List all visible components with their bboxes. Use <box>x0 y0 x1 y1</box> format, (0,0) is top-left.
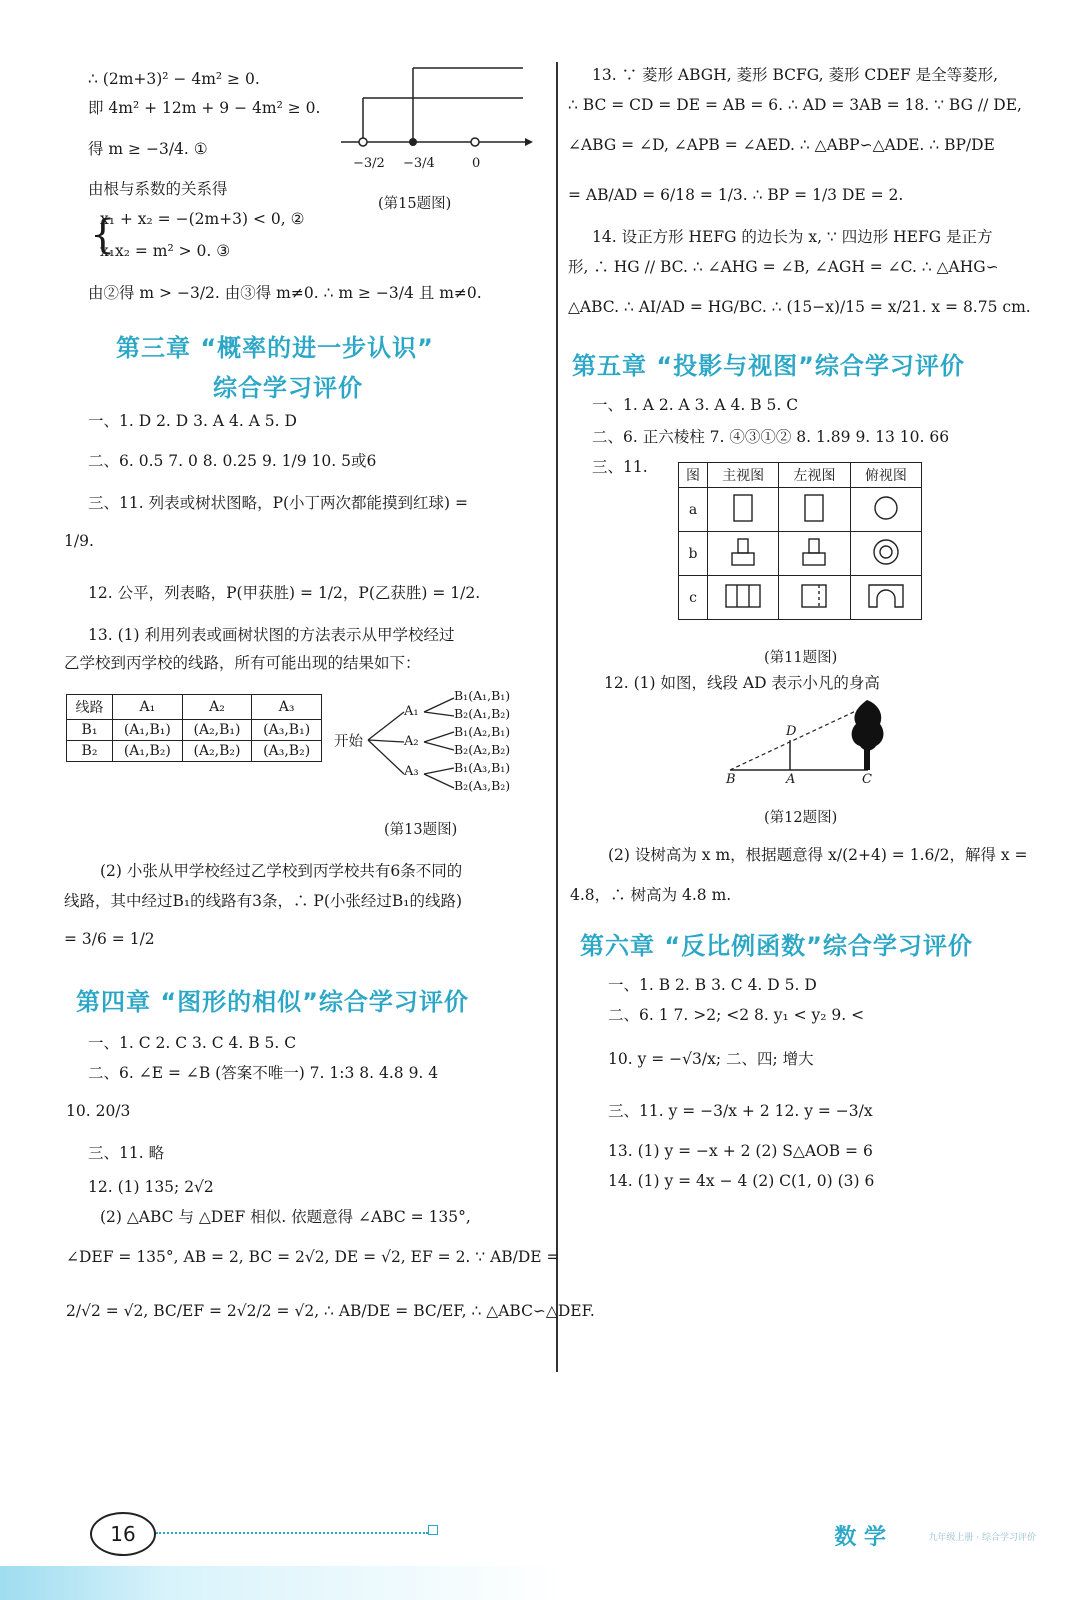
answer-line: 三、11. y = −3/x + 2 12. y = −3/x <box>608 1102 873 1120</box>
table-cell: 主视图 <box>708 463 779 488</box>
top-view-b <box>850 532 921 576</box>
answer-line: 二、6. ∠E = ∠B (答案不唯一) 7. 1:3 8. 4.8 9. 4 <box>88 1064 439 1082</box>
tree-node: A₂ <box>404 734 419 749</box>
tree-leaf: B₂(A₃,B₂) <box>454 778 511 793</box>
table-cell: (A₂,B₁) <box>182 720 252 741</box>
answer-line: 一、1. C 2. C 3. C 4. B 5. C <box>88 1034 297 1052</box>
table-cell: (A₃,B₂) <box>252 741 322 762</box>
text-line: 由根与系数的关系得 <box>88 180 228 198</box>
text-line: x₁ + x₂ = −(2m+3) < 0, ② <box>100 210 305 228</box>
page-number: 16 <box>90 1512 156 1556</box>
tree-start-label: 开始 <box>334 734 363 750</box>
tree-node: A₁ <box>404 704 419 719</box>
chapter-5-title: 第五章 “投影与视图”综合学习评价 <box>572 352 965 380</box>
table-row <box>67 720 322 741</box>
tree-leaf: B₁(A₂,B₁) <box>454 724 511 739</box>
answer-line: (2) △ABC 与 △DEF 相似. 依题意得 ∠ABC = 135°, <box>100 1208 471 1226</box>
table-cell: (A₃,B₁) <box>252 720 322 741</box>
top-view-a <box>850 488 921 532</box>
answer-line: 10. 20/3 <box>66 1102 131 1120</box>
table-cell: (A₁,B₂) <box>113 741 183 762</box>
text-line: 由②得 m > −3/2. 由③得 m≠0. ∴ m ≥ −3/4 且 m≠0. <box>88 284 482 302</box>
answer-line: 乙学校到丙学校的线路，所有可能出现的结果如下： <box>64 654 421 672</box>
answer-line: 13. ∵ 菱形 ABGH, 菱形 BCFG, 菱形 CDEF 是全等菱形, <box>592 66 999 84</box>
chapter-4-title: 第四章 “图形的相似”综合学习评价 <box>76 988 469 1016</box>
table-header-row <box>679 463 922 488</box>
answer-line: 13. (1) 利用列表或画树状图的方法表示从甲学校经过 <box>88 626 455 644</box>
table-cell: (A₂,B₂) <box>182 741 252 762</box>
table-row <box>67 741 322 762</box>
answer-line: 13. (1) y = −x + 2 (2) S△AOB = 6 <box>608 1142 873 1160</box>
side-view-a <box>779 488 850 532</box>
table-cell: 线路 <box>67 695 113 720</box>
answer-line: 12. 公平，列表略，P(甲获胜) = 1/2，P(乙获胜) = 1/2. <box>88 584 481 602</box>
footer-dotted-line <box>156 1532 428 1534</box>
text-line: 即 4m² + 12m + 9 − 4m² ≥ 0. <box>88 99 321 117</box>
tree-leaf: B₂(A₂,B₂) <box>454 742 511 757</box>
answer-line: 三、11. 略 <box>88 1144 165 1162</box>
footer-small-text: 九年级上册 · 综合学习评价 <box>928 1533 1036 1543</box>
answer-line: 14. (1) y = 4x − 4 (2) C(1, 0) (3) 6 <box>608 1172 875 1190</box>
table-cell: (A₁,B₁) <box>113 720 183 741</box>
table-cell: A₃ <box>252 695 322 720</box>
answer-line: ∠ABG = ∠D, ∠APB = ∠AED. ∴ △ABP∽△ADE. ∴ BP/DE <box>568 136 995 154</box>
table-cell: B₁ <box>67 720 113 741</box>
footer-square-icon <box>428 1525 438 1535</box>
subject-label: 数 学 <box>834 1525 886 1550</box>
answer-line: 12. (1) 如图，线段 AD 表示小凡的身高 <box>604 674 880 692</box>
table-13 <box>66 694 322 762</box>
point-label: B <box>726 772 736 787</box>
answer-line: 三、11. 列表或树状图略，P(小丁两次都能摸到红球) = <box>88 494 469 512</box>
answer-line: △ABC. ∴ AI/AD = HG/BC. ∴ (15−x)/15 = x/21. x = 8.75 cm. <box>568 298 1031 316</box>
tree-node: A₃ <box>404 764 419 779</box>
table-row <box>679 532 922 576</box>
answer-line: 2/√2 = √2, BC/EF = 2√2/2 = √2, ∴ AB/DE = BC/EF, ∴ △ABC∽△DEF. <box>66 1302 595 1320</box>
answer-line: ∠DEF = 135°, AB = 2, BC = 2√2, DE = √2, EF = 2. ∵ AB/DE = <box>66 1248 560 1266</box>
text-line: ∴ (2m+3)² − 4m² ≥ 0. <box>88 70 260 88</box>
tick-label: −3/4 <box>403 156 435 171</box>
table-cell: b <box>679 532 708 576</box>
text-line: x₁x₂ = m² > 0. ③ <box>100 242 231 260</box>
brace-symbol: { <box>90 212 116 258</box>
answer-line: = AB/AD = 6/18 = 1/3. ∴ BP = 1/3 DE = 2. <box>568 186 904 204</box>
tree-leaf: B₁(A₃,B₁) <box>454 760 511 775</box>
point-label: D <box>786 724 797 739</box>
answer-line: 1/9. <box>64 532 94 550</box>
tree-leaf: B₁(A₁,B₁) <box>454 688 511 703</box>
answer-line: 一、1. B 2. B 3. C 4. D 5. D <box>608 976 817 994</box>
answer-line: 二、6. 1 7. >2; <2 8. y₁ < y₂ 9. < <box>608 1006 865 1024</box>
tick-label: 0 <box>472 156 481 171</box>
point-label: A <box>786 772 796 787</box>
table-11-views <box>678 462 922 620</box>
answer-line: ∴ BC = CD = DE = AB = 6. ∴ AD = 3AB = 18. ∵ BG // DE, <box>568 96 1022 114</box>
top-view-c <box>850 576 921 620</box>
table-cell: 左视图 <box>779 463 850 488</box>
answer-line: 一、1. D 2. D 3. A 4. A 5. D <box>88 412 297 430</box>
answer-line: 二、6. 0.5 7. 0 8. 0.25 9. 1/9 10. 5或6 <box>88 452 377 470</box>
answer-line: (2) 设树高为 x m，根据题意得 x/(2+4) = 1.6/2，解得 x = <box>608 846 1028 864</box>
answer-line: 12. (1) 135; 2√2 <box>88 1178 214 1196</box>
front-view-c <box>708 576 779 620</box>
tick-label: −3/2 <box>353 156 385 171</box>
figure-caption: (第12题图) <box>764 810 838 826</box>
answer-line: 线路，其中经过B₁的线路有3条，∴ P(小张经过B₁的线路) <box>64 892 463 910</box>
table-cell: a <box>679 488 708 532</box>
answer-line: 三、11. <box>592 458 648 476</box>
chapter-6-title: 第六章 “反比例函数”综合学习评价 <box>580 932 973 960</box>
text-line: 得 m ≥ −3/4. ① <box>88 140 208 158</box>
answer-line: 10. y = −√3/x; 二、四; 增大 <box>608 1050 814 1068</box>
front-view-b <box>708 532 779 576</box>
table-cell: 图 <box>679 463 708 488</box>
answer-line: 14. 设正方形 HEFG 的边长为 x, ∵ 四边形 HEFG 是正方 <box>592 228 993 246</box>
footer-bar <box>0 1566 560 1600</box>
figure-caption: (第13题图) <box>384 822 458 838</box>
chapter-3-title: 第三章 “概率的进一步认识” <box>116 334 434 362</box>
figure-caption: (第15题图) <box>378 196 452 212</box>
table-row <box>679 576 922 620</box>
table-cell: c <box>679 576 708 620</box>
chapter-3-subtitle: 综合学习评价 <box>213 374 363 402</box>
answer-line: (2) 小张从甲学校经过乙学校到丙学校共有6条不同的 <box>100 862 463 880</box>
table-cell: 俯视图 <box>850 463 921 488</box>
side-view-c <box>779 576 850 620</box>
table-row <box>679 488 922 532</box>
answer-line: 一、1. A 2. A 3. A 4. B 5. C <box>592 396 799 414</box>
answer-line: 形, ∴ HG // BC. ∴ ∠AHG = ∠B, ∠AGH = ∠C. ∴ △AHG∽ <box>568 258 999 276</box>
tree-leaf: B₂(A₁,B₂) <box>454 706 511 721</box>
table-header-row <box>67 695 322 720</box>
side-view-b <box>779 532 850 576</box>
table-cell: A₂ <box>182 695 252 720</box>
answer-line: = 3/6 = 1/2 <box>64 930 155 948</box>
table-cell: A₁ <box>113 695 183 720</box>
column-divider <box>556 62 558 1372</box>
front-view-a <box>708 488 779 532</box>
figure-caption: (第11题图) <box>764 650 838 666</box>
point-label: C <box>862 772 872 787</box>
answer-line: 4.8，∴ 树高为 4.8 m. <box>570 886 732 904</box>
answer-line: 二、6. 正六棱柱 7. ④③①② 8. 1.89 9. 13 10. 66 <box>592 428 950 446</box>
table-cell: B₂ <box>67 741 113 762</box>
